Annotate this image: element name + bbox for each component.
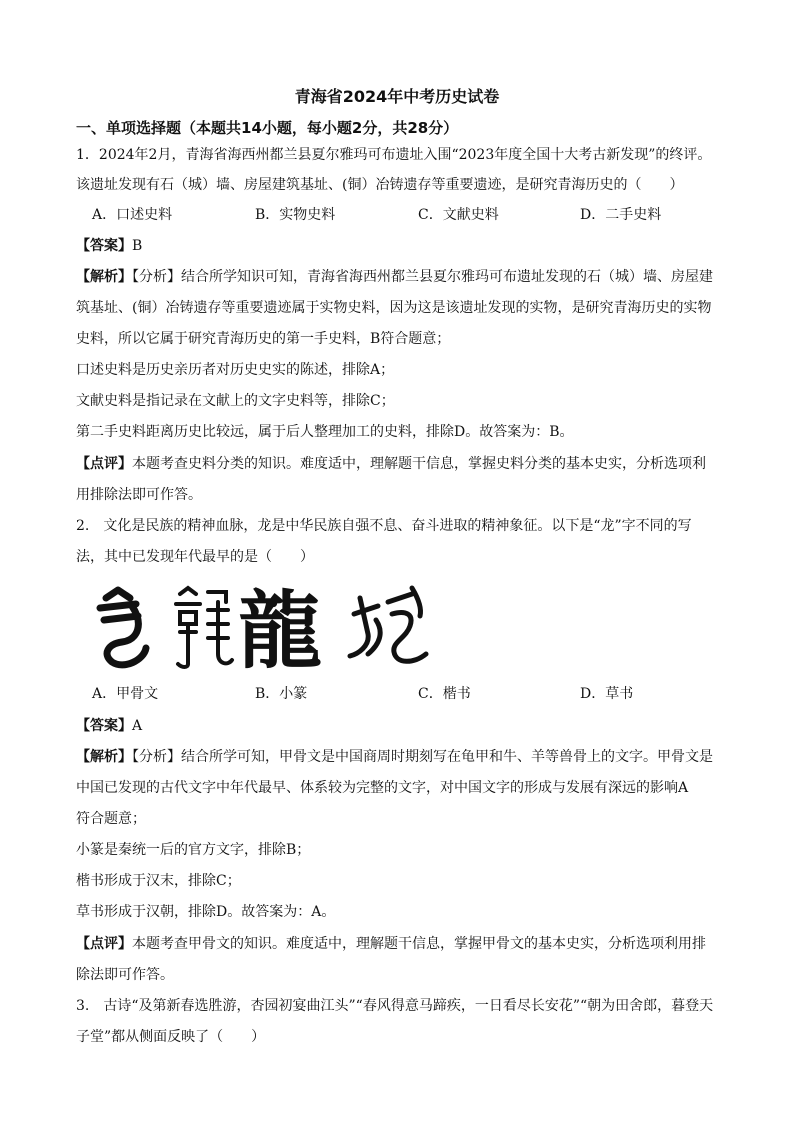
q1-answer-tag: 【答案】 bbox=[76, 238, 132, 254]
q3-stem-line-1: 3. 古诗“及第新春选胜游，杏园初宴曲江头”“春风得意马蹄疾，一日看尽长安花”“朝为田舍郎，暮登天 bbox=[76, 998, 714, 1014]
q1-answer-value: B bbox=[132, 238, 143, 254]
q2-stem-line-2: 法，其中已发现年代最早的是（ ） bbox=[76, 549, 314, 565]
q1-analysis-text-1: 【分析】结合所学知识可知，青海省海西州都兰县夏尔雅玛可布遗址发现的石（城）墙、房屋建 bbox=[132, 269, 713, 285]
q1-option-a: A．口述史料 bbox=[92, 207, 173, 223]
q1-comment-line-1 bbox=[76, 454, 756, 474]
q1-analysis-line-5: 文献史料是指记录在文献上的文字史料等，排除C； bbox=[76, 393, 395, 409]
q2-analysis-line-6: 草书形成于汉朝，排除D。故答案为：A。 bbox=[76, 904, 336, 920]
q1-comment-tag: 【点评】 bbox=[76, 456, 132, 472]
q2-analysis-line-3: 符合题意； bbox=[76, 811, 146, 827]
q2-answer bbox=[76, 716, 756, 736]
exam-title: 青海省2024年中考历史试卷 bbox=[294, 87, 500, 106]
q2-option-a: A．甲骨文 bbox=[92, 686, 159, 702]
oracle-bone-dragon-glyph bbox=[100, 590, 146, 665]
q2-comment-tag: 【点评】 bbox=[76, 936, 132, 952]
q2-analysis-line-2: 中国已发现的古代文字中年代最早、体系较为完整的文字，对中国文字的形成与发展有深远的影响A bbox=[76, 780, 689, 796]
q2-analysis-line-4: 小篆是秦统一后的官方文字，排除B； bbox=[76, 842, 311, 858]
q1-comment-line-2: 用排除法即可作答。 bbox=[76, 487, 202, 503]
q1-answer bbox=[76, 236, 756, 256]
q2-answer-tag: 【答案】 bbox=[76, 718, 132, 734]
q2-option-b: B．小篆 bbox=[255, 686, 308, 702]
dragon-glyphs-image bbox=[92, 584, 437, 670]
q1-option-d: D．二手史料 bbox=[580, 207, 662, 223]
q2-comment-line-2: 除法即可作答。 bbox=[76, 967, 174, 983]
section-heading: 一、单项选择题（本题共14小题，每小题2分，共28分） bbox=[76, 119, 459, 137]
q2-comment-text-1: 本题考查甲骨文的知识。难度适中，理解题干信息，掌握甲骨文的基本史实，分析选项利用排 bbox=[132, 936, 706, 952]
q1-analysis-line-2: 筑基址、(铜）冶铸遗存等重要遗迹属于实物史料，因为这是该遗址发现的实物，是研究青海历史的实物 bbox=[76, 300, 712, 316]
q2-analysis-text-1: 【分析】结合所学可知，甲骨文是中国商周时期刻写在龟甲和牛、羊等兽骨上的文字。甲骨文是 bbox=[132, 749, 713, 765]
q1-analysis-line-4: 口述史料是历史亲历者对历史史实的陈述，排除A； bbox=[76, 362, 395, 378]
q1-stem-line-1: 1．2024年2月，青海省海西州都兰县夏尔雅玛可布遗址入围“2023年度全国十大考古新发现”的终评。 bbox=[76, 147, 712, 163]
q1-analysis-line-3: 史料，所以它属于研究青海历史的第一手史料，B符合题意； bbox=[76, 331, 451, 347]
q1-option-b: B．实物史料 bbox=[255, 207, 336, 223]
q1-analysis-line-1 bbox=[76, 267, 756, 287]
q1-comment-text-1: 本题考查史料分类的知识。难度适中，理解题干信息，掌握史料分类的基本史实，分析选项利 bbox=[132, 456, 706, 472]
small-seal-dragon-glyph bbox=[176, 588, 232, 667]
q2-analysis-line-5: 楷书形成于汉末，排除C； bbox=[76, 873, 241, 889]
cursive-dragon-glyph bbox=[350, 588, 426, 661]
q2-answer-value: A bbox=[132, 718, 143, 734]
q1-stem-line-2: 该遗址发现有石（城）墙、房屋建筑基址、(铜）冶铸遗存等重要遗迹，是研究青海历史的（ ） bbox=[76, 177, 684, 193]
q1-analysis-tag: 【解析】 bbox=[76, 269, 132, 285]
q1-analysis-line-6: 第二手史料距离历史比较远，属于后人整理加工的史料，排除D。故答案为：B。 bbox=[76, 424, 574, 440]
q2-option-c: C．楷书 bbox=[418, 686, 471, 702]
regular-script-dragon-glyph: 龍 bbox=[238, 584, 323, 670]
q1-option-c: C．文献史料 bbox=[418, 207, 499, 223]
q2-analysis-tag: 【解析】 bbox=[76, 749, 132, 765]
q3-stem-line-2: 子堂”都从侧面反映了（ ） bbox=[76, 1029, 266, 1045]
q2-option-d: D．草书 bbox=[580, 686, 634, 702]
q2-analysis-line-1 bbox=[76, 747, 756, 767]
q2-comment-line-1 bbox=[76, 934, 756, 954]
q2-stem-line-1: 2. 文化是民族的精神血脉，龙是中华民族自强不息、奋斗进取的精神象征。以下是“龙”字不同的写 bbox=[76, 518, 692, 534]
